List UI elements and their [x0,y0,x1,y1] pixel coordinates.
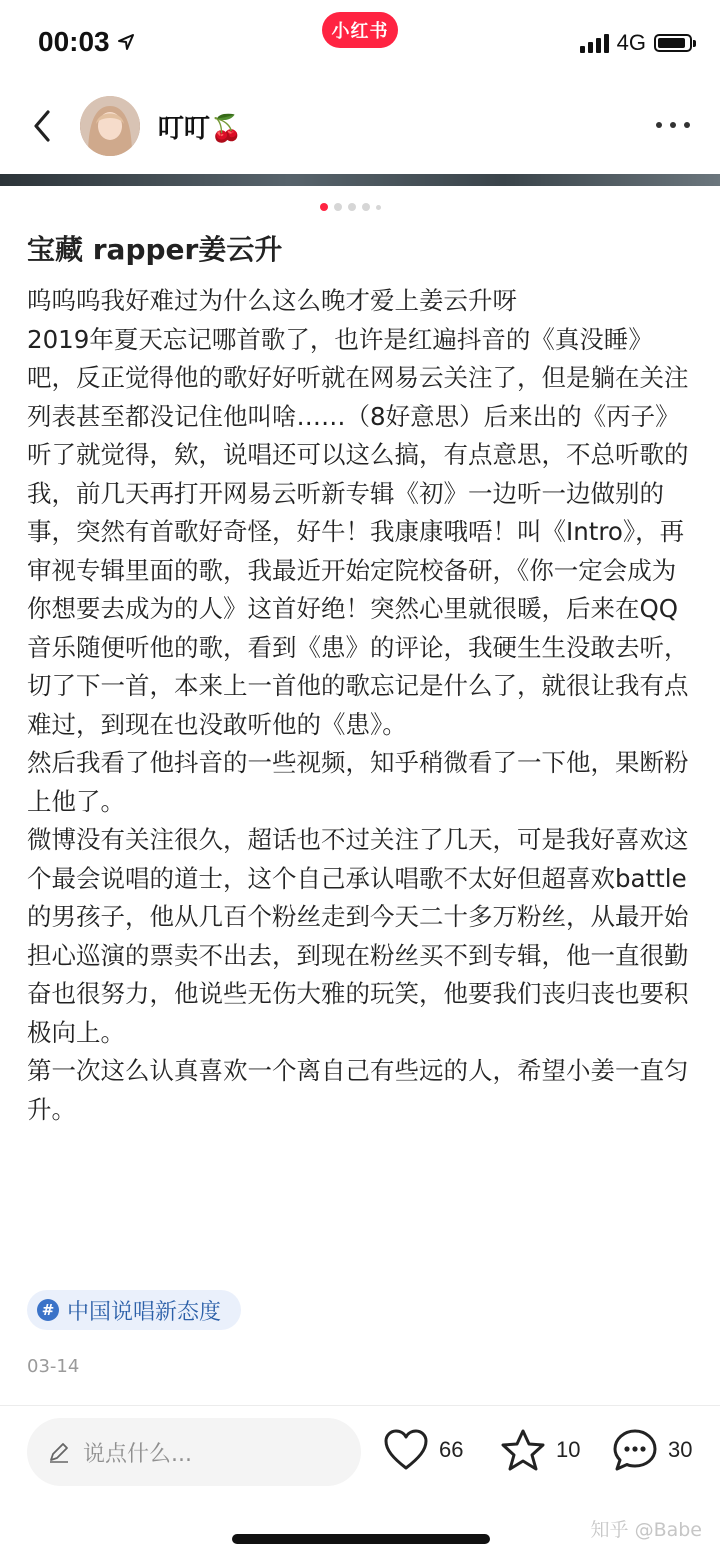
collect-button[interactable] [500,1428,580,1472]
comment-button[interactable] [612,1428,692,1472]
carousel-dot [334,203,342,211]
topic-tag-label: 中国说唱新态度 [67,1299,222,1325]
carousel-dot [362,203,370,211]
more-options-icon[interactable] [656,122,690,128]
comment-count: 30 [668,1437,693,1462]
location-arrow-icon [116,32,136,52]
carousel-indicator [320,203,381,211]
hashtag-icon: # [37,1299,59,1321]
status-time-text: 00:03 [38,26,110,57]
carousel-dot [348,203,356,211]
avatar[interactable] [80,96,140,156]
post-image[interactable] [0,174,720,186]
comment-input[interactable] [27,1418,361,1486]
status-time [38,26,136,58]
signal-icon [580,33,609,53]
carousel-dot [320,203,328,211]
like-button[interactable] [383,1428,463,1472]
pencil-icon [47,1440,71,1464]
username[interactable]: 叮叮🍒 [158,114,243,144]
carousel-dot [376,205,381,210]
collect-count: 10 [556,1437,581,1462]
divider [0,1405,720,1406]
app-badge: 小红书 [322,12,398,48]
post-body: 呜呜呜我好难过为什么这么晚才爱上姜云升呀 2019年夏天忘记哪首歌了，也许是红遍抖音的《真没睡》吧，反正觉得他的歌好好听就在网易云关注了，但是躺在关注列表甚至都没记住他叫啥……（8好意思）后来出的《丙子》听了就觉得，欸，说唱还可以这么搞，有点意思，不总听歌的我，前几天再打开网易云听新专辑《初》一边听一边做别的事，突然有首歌好奇怪，好牛！我康康哦唔！叫《Intro》，再审视专辑里面的歌，我最近开始定院校备研，《你一定会成为你想要去成为的人》这首好绝！突然心里就很暖，后来在QQ音乐随便听他的歌，看到《患》的评论，我硬生生没敢去听，切了下一首，本来上一首他的歌忘记是什么了，就很让我有点难过，到现在也没敢听他的《患》。 然后我看了他抖音的一些视频，知乎稍微看了一下他，果断粉上他了。 微博没有关注很久，超话也不过关注了几天，可是我好喜欢这个最会说唱的道士，这个自己承认唱歌不太好但超喜欢battle的男孩子，他从几百个粉丝走到今天二十多万粉丝，从最开始担心巡演的票卖不出去，到现在粉丝买不到专辑，他一直很勤奋也很努力，他说些无伤大雅的玩笑，他要我们丧归丧也要积极向上。 第一次这么认真喜欢一个离自己有些远的人，希望小姜一直匀升。 [27,286,689,1124]
post-date: 03-14 [27,1356,80,1377]
like-count: 66 [439,1437,464,1462]
battery-icon [654,34,692,52]
comment-placeholder: 说点什么... [83,1441,192,1467]
heart-icon [383,1428,429,1472]
status-bar [0,0,720,88]
post-header [0,88,720,174]
post-title: 宝藏 rapper姜云升 [27,233,283,266]
comment-bubble-icon [612,1428,658,1472]
back-icon[interactable] [26,106,60,146]
star-icon [500,1428,546,1472]
status-indicators [580,30,692,56]
network-type: 4G [616,30,646,55]
home-indicator[interactable] [232,1534,490,1544]
topic-tag[interactable] [27,1290,241,1330]
avatar-image [80,96,140,156]
watermark: 知乎 @Babe [590,1519,702,1541]
